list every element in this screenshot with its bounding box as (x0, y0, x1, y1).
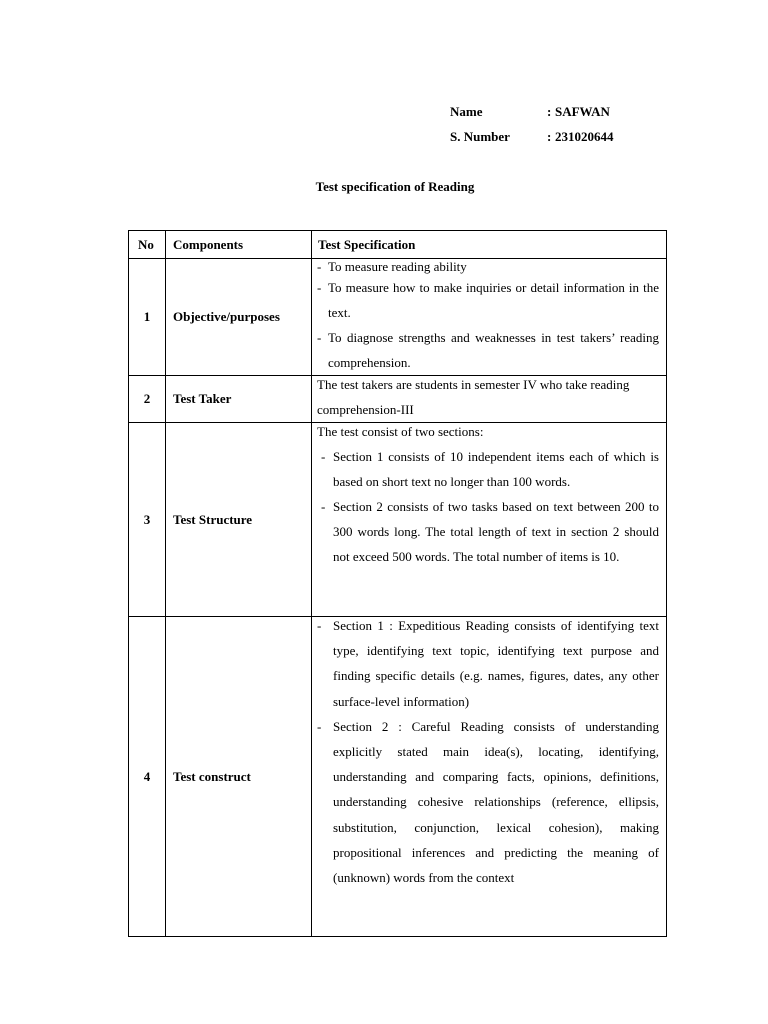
list-item (317, 275, 659, 325)
list-item (317, 494, 659, 569)
student-info (450, 102, 710, 152)
spec-text: The test takers are students in semester IV who take reading comprehension-III (317, 377, 630, 417)
row-number: 4 (129, 617, 166, 937)
spec-list (317, 613, 659, 890)
list-item-text: Section 1 consists of 10 independent items each of which is based on short text no longer than 100 words. (333, 449, 659, 489)
number-separator: : (547, 129, 552, 144)
row-number: 1 (129, 259, 166, 376)
list-item (317, 714, 659, 890)
name-separator: : (547, 104, 552, 119)
spec-list (317, 444, 659, 569)
name-row (450, 102, 710, 127)
dash-bullet: - (317, 259, 322, 274)
number-row (450, 127, 710, 152)
dash-bullet: - (317, 280, 322, 295)
row-number: 3 (129, 423, 166, 617)
name-label: Name (450, 104, 483, 119)
dash-bullet: - (317, 718, 322, 734)
row-specification (312, 423, 667, 617)
list-item-text: To diagnose strengths and weaknesses in test takers’ reading comprehension. (328, 330, 659, 370)
list-item (317, 325, 659, 375)
row-component: Objective/purposes (166, 259, 312, 376)
spec-intro: The test consist of two sections: (317, 424, 484, 439)
spec-list (317, 259, 659, 375)
table-row (129, 423, 667, 617)
row-number: 2 (129, 376, 166, 423)
dash-bullet: - (317, 618, 322, 633)
list-item-text: To measure how to make inquiries or detail information in the text. (328, 280, 659, 320)
specification-table (128, 230, 667, 937)
number-value: 231020644 (555, 129, 614, 144)
list-item-text: Section 1 : Expeditious Reading consists of identifying text type, identifying text topic, identifying text purpose and finding specific details (e.g. names, figures, dates, any other surface-level information) (333, 618, 659, 709)
column-header-specification: Test Specification (312, 231, 667, 259)
column-header-no: No (129, 231, 166, 259)
column-header-components: Components (166, 231, 312, 259)
list-item-text: Section 2 : Careful Reading consists of understanding explicitly stated main idea(s), locating, identifying, understanding and comparing facts, opinions, definitions, understanding cohesive relationships (reference, ellipsis, substitution, conjunction, lexical cohesion), making propositional inferences and predicting the meaning of (unknown) words from the context (333, 718, 659, 886)
row-component: Test construct (166, 617, 312, 937)
row-component: Test Taker (166, 376, 312, 423)
document-title: Test specification of Reading (315, 179, 475, 194)
list-item-text: Section 2 consists of two tasks based on text between 200 to 300 words long. The total length of text in section 2 should not exceed 500 words. The total number of items is 10. (333, 499, 659, 564)
dash-bullet: - (321, 499, 326, 514)
dash-bullet: - (321, 449, 326, 464)
table-row (129, 376, 667, 423)
table-row (129, 617, 667, 937)
name-value: SAFWAN (555, 104, 610, 119)
dash-bullet: - (317, 330, 322, 345)
list-item (317, 259, 659, 275)
number-label: S. Number (450, 129, 510, 144)
list-item (317, 444, 659, 494)
row-component: Test Structure (166, 423, 312, 617)
list-item (317, 613, 659, 714)
table-row (129, 259, 667, 376)
row-specification (312, 617, 667, 937)
table-header-row (129, 231, 667, 259)
row-specification (312, 259, 667, 376)
row-specification (312, 376, 667, 423)
list-item-text: To measure reading ability (328, 259, 467, 274)
